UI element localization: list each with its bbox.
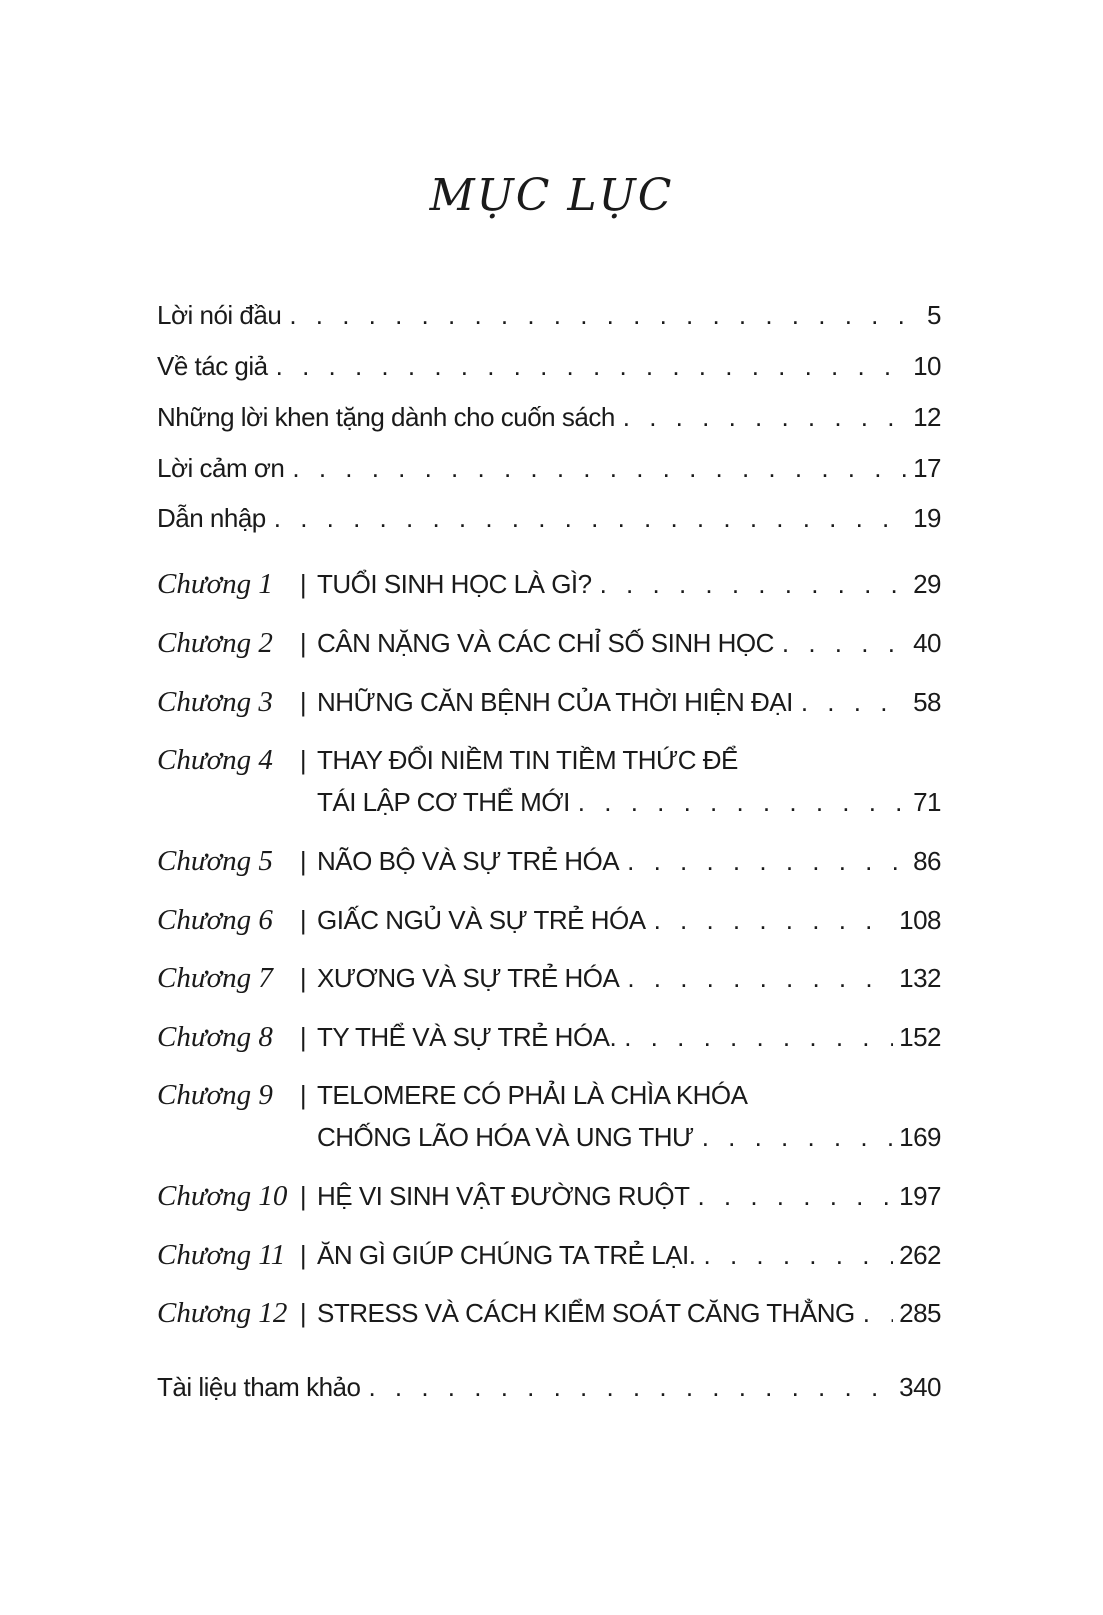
chapter-label: Chương 10 (157, 1180, 288, 1212)
toc-entry-text: Tài liệu tham khảo (157, 1372, 361, 1402)
toc-entry-text: Dẫn nhập (157, 503, 266, 533)
toc-chapter-4-first-line[interactable] (157, 744, 941, 777)
dot-leader (697, 1181, 893, 1212)
chapter-separator: | (299, 1080, 307, 1110)
toc-page-number: 340 (899, 1372, 941, 1402)
chapter-separator: | (299, 846, 307, 876)
chapter-title-line1: TELOMERE CÓ PHẢI LÀ CHÌA KHÓA (317, 1080, 748, 1110)
toc-entry-text: Lời nói đầu (157, 300, 282, 330)
toc-entry-text: Lời cảm ơn (157, 453, 285, 483)
toc-page-number: 86 (913, 846, 941, 876)
toc-entry-front-4[interactable] (157, 453, 941, 484)
dot-leader (782, 628, 907, 659)
dot-leader (654, 905, 894, 936)
toc-entry-front-2[interactable] (157, 351, 941, 382)
toc-entry-front-1[interactable] (157, 300, 941, 331)
chapter-label: Chương 6 (157, 904, 273, 936)
dot-leader (623, 402, 907, 433)
chapter-separator: | (299, 963, 307, 993)
dot-leader (702, 1122, 893, 1153)
chapter-label: Chương 12 (157, 1297, 288, 1329)
chapter-label: Chương 11 (157, 1239, 286, 1271)
chapter-title: ĂN GÌ GIÚP CHÚNG TA TRẺ LẠI. (317, 1240, 696, 1270)
toc-page-number: 262 (899, 1240, 941, 1270)
toc-chapter-9-first-line[interactable] (157, 1079, 941, 1112)
toc-page-number: 197 (899, 1181, 941, 1211)
chapter-separator: | (299, 905, 307, 935)
chapter-label: Chương 3 (157, 686, 273, 718)
chapter-label: Chương 7 (157, 962, 273, 994)
dot-leader (274, 503, 907, 534)
toc-chapter-4[interactable] (317, 787, 941, 818)
chapter-title: XƯƠNG VÀ SỰ TRẺ HÓA (317, 963, 620, 993)
toc-page-number: 71 (913, 787, 941, 817)
chapter-label: Chương 8 (157, 1021, 273, 1053)
chapter-separator: | (299, 1298, 307, 1328)
dot-leader (704, 1240, 894, 1271)
chapter-separator: | (299, 628, 307, 658)
chapter-label: Chương 2 (157, 627, 273, 659)
toc-page-number: 285 (899, 1298, 941, 1328)
toc-page-number: 169 (899, 1122, 941, 1152)
chapter-label: Chương 4 (157, 744, 273, 776)
dot-leader (627, 846, 907, 877)
chapter-title: CÂN NẶNG VÀ CÁC CHỈ SỐ SINH HỌC (317, 628, 774, 658)
chapter-title: TY THỂ VÀ SỰ TRẺ HÓA. (317, 1022, 617, 1052)
dot-leader (627, 963, 893, 994)
chapter-title-line1: THAY ĐỔI NIỀM TIN TIỀM THỨC ĐỂ (317, 745, 738, 775)
toc-page-number: 132 (899, 963, 941, 993)
chapter-separator: | (299, 687, 307, 717)
toc-chapter-5[interactable] (157, 845, 941, 878)
toc-page-number: 19 (913, 503, 941, 533)
chapter-title: NÃO BỘ VÀ SỰ TRẺ HÓA (317, 846, 620, 876)
dot-leader (801, 687, 907, 718)
toc-entry-text: Những lời khen tặng dành cho cuốn sách (157, 402, 615, 432)
dot-leader (600, 569, 907, 600)
toc-page-number: 17 (913, 453, 941, 483)
toc-page-number: 40 (913, 628, 941, 658)
toc-page-number: 5 (927, 300, 941, 330)
dot-leader (624, 1022, 893, 1053)
toc-chapter-6[interactable] (157, 904, 941, 937)
chapter-title: STRESS VÀ CÁCH KIỂM SOÁT CĂNG THẲNG (317, 1298, 855, 1328)
toc-entry-text: Về tác giả (157, 351, 268, 381)
dot-leader (289, 300, 921, 331)
toc-chapter-12[interactable] (157, 1297, 941, 1330)
chapter-separator: | (299, 1181, 307, 1211)
chapter-title: NHỮNG CĂN BỆNH CỦA THỜI HIỆN ĐẠI (317, 687, 793, 717)
toc-chapter-7[interactable] (157, 962, 941, 995)
chapter-title: TÁI LẬP CƠ THỂ MỚI (317, 787, 570, 817)
dot-leader (578, 787, 907, 818)
dot-leader (863, 1298, 893, 1329)
toc-chapter-8[interactable] (157, 1021, 941, 1054)
toc-page-number: 108 (899, 905, 941, 935)
chapter-separator: | (299, 1022, 307, 1052)
toc-chapter-10[interactable] (157, 1180, 941, 1213)
chapter-separator: | (299, 745, 307, 775)
toc-chapter-9[interactable] (317, 1122, 941, 1153)
chapter-title: GIẤC NGỦ VÀ SỰ TRẺ HÓA (317, 905, 646, 935)
chapter-title: TUỔI SINH HỌC LÀ GÌ? (317, 569, 592, 599)
chapter-title: CHỐNG LÃO HÓA VÀ UNG THƯ (317, 1122, 694, 1152)
toc-chapter-3[interactable] (157, 686, 941, 719)
chapter-label: Chương 1 (157, 568, 273, 600)
toc-entry-front-5[interactable] (157, 503, 941, 534)
chapter-label: Chương 5 (157, 845, 273, 877)
chapter-title: HỆ VI SINH VẬT ĐƯỜNG RUỘT (317, 1181, 690, 1211)
dot-leader (276, 351, 907, 382)
chapter-separator: | (299, 569, 307, 599)
toc-chapter-11[interactable] (157, 1239, 941, 1272)
toc-page-number: 152 (899, 1022, 941, 1052)
toc-entry-front-3[interactable] (157, 402, 941, 433)
toc-page-number: 10 (913, 351, 941, 381)
page-title: MỤC LỤC (429, 170, 674, 221)
chapter-separator: | (299, 1240, 307, 1270)
toc-page-number: 29 (913, 569, 941, 599)
dot-leader (368, 1372, 893, 1403)
dot-leader (292, 453, 907, 484)
toc-page-number: 12 (913, 402, 941, 432)
toc-page-number: 58 (913, 687, 941, 717)
toc-entry-references[interactable] (157, 1372, 941, 1403)
toc-chapter-1[interactable] (157, 568, 941, 601)
chapter-label: Chương 9 (157, 1079, 273, 1111)
toc-chapter-2[interactable] (157, 627, 941, 660)
